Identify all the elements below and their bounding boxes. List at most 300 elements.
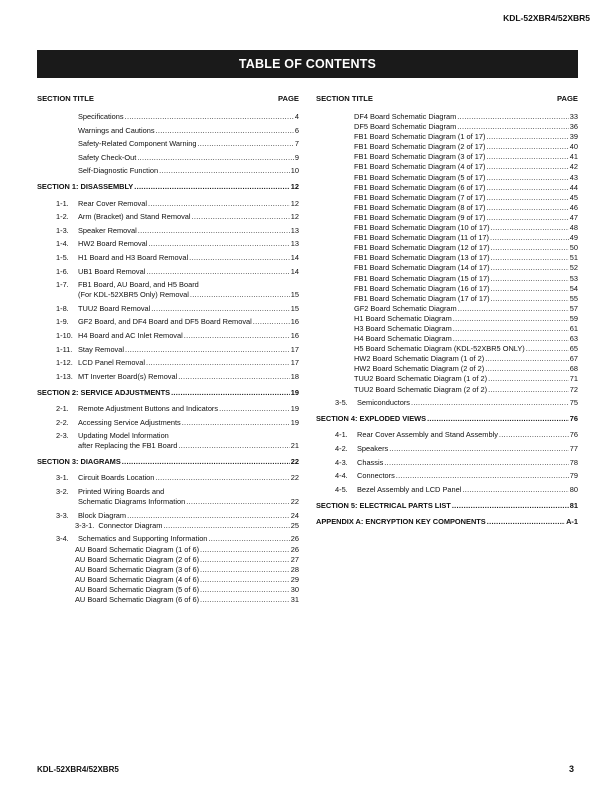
toc-entry-text bbox=[37, 388, 170, 398]
header-model: KDL-52XBR4/52XBR5 bbox=[503, 13, 590, 23]
toc-sub-entry bbox=[316, 334, 578, 344]
footer-page-number: 3 bbox=[568, 764, 574, 774]
leader-dots bbox=[490, 233, 569, 243]
toc-entry-title: Remote Adjustment Buttons and Indicators bbox=[78, 403, 219, 413]
toc-entry-title: H3 Board Schematic Diagram bbox=[354, 323, 452, 333]
leader-dots bbox=[200, 555, 290, 565]
toc-entry-text bbox=[75, 555, 199, 565]
toc-entry-text bbox=[354, 223, 490, 233]
toc-entry-text bbox=[56, 473, 154, 483]
leader-dots bbox=[200, 595, 290, 605]
toc-entry-title: H4 Board Schematic Diagram bbox=[354, 334, 452, 344]
toc-page-number: 22 bbox=[290, 457, 299, 467]
toc-page-number: 55 bbox=[569, 293, 578, 303]
toc-entry bbox=[37, 199, 299, 209]
toc-entry-text bbox=[56, 431, 169, 441]
toc-entry-number: 1-10. bbox=[56, 331, 73, 340]
toc-entry-text bbox=[316, 501, 451, 511]
toc-page-number: 21 bbox=[290, 441, 299, 451]
toc-page-number: 47 bbox=[569, 212, 578, 222]
toc-page-number: 54 bbox=[569, 283, 578, 293]
toc-entry-number: 1-3. bbox=[56, 225, 69, 235]
toc-entry-number: 1-7. bbox=[56, 280, 69, 290]
leader-dots bbox=[200, 585, 290, 595]
toc-entry-text bbox=[354, 243, 490, 253]
toc-sub-entry bbox=[316, 294, 578, 304]
toc-page-number: 10 bbox=[290, 166, 299, 176]
toc-entry-title: APPENDIX A: ENCRYPTION KEY COMPONENTS bbox=[316, 516, 486, 526]
toc-entry bbox=[37, 404, 299, 414]
toc-entry bbox=[37, 418, 299, 428]
toc-entry-title: Safety Check-Out bbox=[78, 152, 137, 162]
toc-entry bbox=[37, 153, 299, 163]
leader-dots bbox=[491, 294, 569, 304]
toc-entry-title: DF5 Board Schematic Diagram bbox=[354, 122, 457, 132]
toc-entry-title: Connector Diagram bbox=[98, 520, 163, 530]
toc-entry-text bbox=[335, 485, 461, 495]
column-header-section-title: SECTION TITLE bbox=[316, 94, 373, 103]
toc-entry-text bbox=[354, 364, 484, 374]
toc-entry-number: 2-1. bbox=[56, 403, 69, 413]
toc-page-number: 7 bbox=[294, 139, 299, 149]
toc-entry-title: Updating Model Information bbox=[78, 431, 169, 441]
toc-entry-title: TUU2 Board Schematic Diagram (1 of 2) bbox=[354, 374, 488, 384]
toc-page-number: 29 bbox=[290, 574, 299, 584]
toc-entry-number: 2-2. bbox=[56, 417, 69, 427]
toc-entry bbox=[316, 471, 578, 481]
toc-entry-title: Semiconductors bbox=[357, 398, 410, 408]
toc-entry-title: Safety-Related Component Warning bbox=[78, 139, 197, 149]
toc-section-heading bbox=[37, 182, 299, 192]
toc-entry-number: 1-8. bbox=[56, 303, 69, 313]
toc-sub-entry bbox=[37, 595, 299, 605]
toc-entry-text bbox=[75, 565, 199, 575]
toc-section-heading bbox=[37, 388, 299, 398]
toc-entry-text bbox=[316, 517, 486, 527]
toc-page-number: 18 bbox=[290, 371, 299, 381]
toc-entry-title: MT Inverter Board(s) Removal bbox=[78, 371, 178, 381]
leader-dots bbox=[156, 126, 294, 136]
page-title: TABLE OF CONTENTS bbox=[238, 57, 377, 71]
toc-entry-title: Speaker Removal bbox=[78, 225, 137, 235]
toc-sub-entry bbox=[37, 545, 299, 555]
toc-entry bbox=[37, 166, 299, 176]
toc-entry-title: SECTION 1: DISASSEMBLY bbox=[37, 182, 134, 192]
toc-entry-title: FB1 Board Schematic Diagram (5 of 17) bbox=[354, 172, 486, 182]
column-header-section-title: SECTION TITLE bbox=[37, 94, 94, 103]
toc-entry bbox=[37, 431, 299, 451]
toc-left-column bbox=[37, 94, 299, 605]
leader-dots bbox=[178, 441, 289, 451]
toc-entry-title: SECTION 4: EXPLODED VIEWS bbox=[316, 414, 427, 424]
toc-entry-text bbox=[354, 142, 485, 152]
toc-page-number: 12 bbox=[290, 198, 299, 208]
toc-entry-line bbox=[37, 290, 299, 300]
toc-entry-title: HW2 Board Removal bbox=[78, 239, 148, 249]
toc-page-number: 71 bbox=[569, 374, 578, 384]
toc-entry-title: SECTION 2: SERVICE ADJUSTMENTS bbox=[37, 387, 171, 397]
toc-entry bbox=[316, 444, 578, 454]
toc-entry-title: FB1 Board Schematic Diagram (8 of 17) bbox=[354, 202, 486, 212]
toc-page-number: 39 bbox=[569, 132, 578, 142]
toc-sub-entry bbox=[316, 142, 578, 152]
toc-page-number: A-1 bbox=[566, 516, 578, 526]
leader-dots bbox=[146, 358, 290, 368]
toc-entry-text bbox=[354, 193, 485, 203]
toc-page-number: 72 bbox=[569, 384, 578, 394]
toc-entry-number: 4-4. bbox=[335, 471, 348, 481]
column-header-page: PAGE bbox=[278, 94, 299, 103]
toc-sub-entry bbox=[316, 173, 578, 183]
toc-entry-title: FB1 Board Schematic Diagram (11 of 17) bbox=[354, 233, 490, 243]
toc-entry-title: FB1 Board Schematic Diagram (16 of 17) bbox=[354, 283, 490, 293]
toc-entry bbox=[37, 345, 299, 355]
toc-entry bbox=[37, 511, 299, 521]
toc-entry-title: LCD Panel Removal bbox=[78, 358, 145, 368]
leader-dots bbox=[526, 344, 569, 354]
leader-dots bbox=[186, 497, 290, 507]
toc-entry-title: FB1 Board Schematic Diagram (13 of 17) bbox=[354, 253, 490, 263]
toc-entry-text bbox=[56, 534, 207, 544]
toc-entry-text bbox=[335, 398, 410, 408]
toc-sub-entry bbox=[316, 152, 578, 162]
toc-entry-title: AU Board Schematic Diagram (2 of 6) bbox=[75, 554, 200, 564]
leader-dots bbox=[486, 203, 568, 213]
toc-entry-number: 4-2. bbox=[335, 443, 348, 453]
toc-sub-entry bbox=[316, 203, 578, 213]
toc-entry-number: 3-2. bbox=[56, 487, 69, 497]
toc-page-number: 27 bbox=[290, 554, 299, 564]
toc-right-column bbox=[316, 94, 578, 527]
leader-dots bbox=[488, 385, 569, 395]
leader-dots bbox=[219, 404, 290, 414]
toc-entry bbox=[37, 358, 299, 368]
leader-dots bbox=[184, 331, 290, 341]
toc-entry-text bbox=[354, 112, 456, 122]
toc-entry bbox=[37, 253, 299, 263]
toc-entry-title: FB1 Board Schematic Diagram (17 of 17) bbox=[354, 293, 490, 303]
toc-page-number: 76 bbox=[569, 430, 578, 440]
toc-entry-number: 1-11. bbox=[56, 344, 73, 354]
toc-page-number: 52 bbox=[569, 263, 578, 273]
toc-entry-text bbox=[354, 263, 490, 273]
toc-page-number: 45 bbox=[569, 192, 578, 202]
toc-entry-text bbox=[354, 334, 452, 344]
toc-entry-line bbox=[37, 497, 299, 507]
toc-entry-title: FB1 Board, AU Board, and H5 Board bbox=[78, 280, 199, 290]
toc-sub-entry bbox=[37, 575, 299, 585]
toc-entry-text bbox=[335, 430, 498, 440]
toc-entry-text bbox=[56, 487, 164, 497]
toc-section-heading bbox=[316, 414, 578, 424]
toc-page-number: 22 bbox=[290, 473, 299, 483]
toc-entry-title: HW2 Board Schematic Diagram (2 of 2) bbox=[354, 364, 485, 374]
toc-entry-title: FB1 Board Schematic Diagram (1 of 17) bbox=[354, 132, 486, 142]
toc-entry-title: Connectors bbox=[357, 471, 395, 481]
leader-dots bbox=[458, 304, 569, 314]
toc-page-number: 19 bbox=[290, 387, 299, 397]
toc-entry bbox=[37, 212, 299, 222]
toc-entry-text bbox=[75, 585, 199, 595]
toc-left-list bbox=[37, 112, 299, 605]
toc-entry-text bbox=[75, 595, 199, 605]
toc-entry-text bbox=[56, 317, 252, 327]
toc-entry-title: Chassis bbox=[357, 457, 384, 467]
toc-entry bbox=[37, 473, 299, 483]
toc-entry-text bbox=[354, 253, 490, 263]
toc-page-number: 17 bbox=[290, 344, 299, 354]
leader-dots bbox=[148, 199, 290, 209]
leader-dots bbox=[486, 213, 568, 223]
toc-entry-number: 1-12. bbox=[56, 358, 73, 368]
toc-page-number: 25 bbox=[290, 520, 299, 530]
leader-dots bbox=[171, 388, 290, 398]
toc-page-number: 41 bbox=[569, 152, 578, 162]
toc-sub-entry bbox=[316, 304, 578, 314]
toc-sub-entry bbox=[316, 364, 578, 374]
toc-sub-entry bbox=[316, 374, 578, 384]
leader-dots bbox=[486, 162, 568, 172]
toc-entry-text bbox=[335, 444, 388, 454]
toc-entry-title: HW2 Board Schematic Diagram (1 of 2) bbox=[354, 354, 485, 364]
toc-sub-entry bbox=[316, 233, 578, 243]
toc-entry-title: Accessing Service Adjustments bbox=[78, 417, 181, 427]
leader-dots bbox=[138, 226, 290, 236]
toc-entry-title: UB1 Board Removal bbox=[78, 266, 146, 276]
toc-page-number: 26 bbox=[290, 534, 299, 544]
toc-entry-text bbox=[354, 324, 452, 334]
toc-entry-title: Arm (Bracket) and Stand Removal bbox=[78, 212, 191, 222]
toc-entry-text bbox=[56, 280, 199, 290]
toc-sub-entry bbox=[316, 122, 578, 132]
toc-entry-text bbox=[56, 404, 218, 414]
toc-page-number: 26 bbox=[290, 544, 299, 554]
toc-page-number: 53 bbox=[569, 273, 578, 283]
toc-entry bbox=[37, 112, 299, 122]
toc-entry-title: Schematics and Supporting Information bbox=[78, 534, 208, 544]
toc-entry-number: 2-3. bbox=[56, 431, 69, 441]
toc-entry-title: FB1 Board Schematic Diagram (10 of 17) bbox=[354, 223, 490, 233]
toc-entry-title: Rear Cover Assembly and Stand Assembly bbox=[357, 430, 498, 440]
leader-dots bbox=[427, 414, 569, 424]
toc-page-number: 50 bbox=[569, 243, 578, 253]
leader-dots bbox=[491, 243, 569, 253]
toc-page-number: 31 bbox=[290, 594, 299, 604]
toc-entry-text bbox=[354, 122, 456, 132]
toc-entry-number: 3-1. bbox=[56, 473, 69, 483]
leader-dots bbox=[499, 430, 569, 440]
toc-sub-entry bbox=[316, 183, 578, 193]
toc-page-number: 14 bbox=[290, 266, 299, 276]
toc-entry-text bbox=[335, 471, 395, 481]
toc-entry-text bbox=[56, 226, 137, 236]
toc-page-number: 43 bbox=[569, 172, 578, 182]
toc-entry-text bbox=[354, 213, 485, 223]
leader-dots bbox=[486, 173, 568, 183]
toc-entry-title: AU Board Schematic Diagram (6 of 6) bbox=[75, 594, 200, 604]
toc-entry-line bbox=[37, 487, 299, 497]
toc-entry-number: 1-4. bbox=[56, 239, 69, 249]
footer-model: KDL-52XBR4/52XBR5 bbox=[37, 765, 119, 774]
leader-dots bbox=[411, 398, 569, 408]
toc-sub-entry bbox=[37, 585, 299, 595]
toc-entry-text bbox=[56, 212, 191, 222]
toc-page-number: 19 bbox=[290, 403, 299, 413]
toc-entry-text bbox=[354, 294, 490, 304]
toc-entry-text bbox=[37, 182, 133, 192]
toc-entry-title: H1 Board Schematic Diagram bbox=[354, 313, 452, 323]
toc-entry-title: FB1 Board Schematic Diagram (15 of 17) bbox=[354, 273, 490, 283]
toc-page-number: 44 bbox=[569, 182, 578, 192]
toc-entry-text bbox=[335, 458, 383, 468]
leader-dots bbox=[396, 471, 569, 481]
toc-entry-number: 1-5. bbox=[56, 252, 69, 262]
toc-entry-text bbox=[75, 521, 162, 531]
leader-dots bbox=[200, 575, 290, 585]
leader-dots bbox=[453, 314, 569, 324]
toc-entry-title: FB1 Board Schematic Diagram (7 of 17) bbox=[354, 192, 486, 202]
toc-page-number: 22 bbox=[290, 497, 299, 507]
toc-page-number: 40 bbox=[569, 142, 578, 152]
toc-page-number: 4 bbox=[294, 112, 299, 121]
toc-entry-number: 3-5. bbox=[335, 398, 348, 408]
toc-page-number: 57 bbox=[569, 303, 578, 313]
toc-entry-number: 3-4. bbox=[56, 534, 69, 544]
toc-entry-title: Warnings and Cautions bbox=[78, 125, 155, 135]
column-header bbox=[316, 94, 578, 103]
column-header-page: PAGE bbox=[557, 94, 578, 103]
toc-entry-title: FB1 Board Schematic Diagram (9 of 17) bbox=[354, 212, 486, 222]
toc-page-number: 16 bbox=[290, 317, 299, 327]
toc-page-number: 16 bbox=[290, 331, 299, 340]
column-header bbox=[37, 94, 299, 103]
toc-entry-title: GF2 Board Schematic Diagram bbox=[354, 303, 457, 313]
leader-dots bbox=[197, 139, 293, 149]
toc-entry-text bbox=[56, 239, 147, 249]
toc-sub-entry bbox=[316, 213, 578, 223]
toc-entry bbox=[37, 317, 299, 327]
toc-page-number: 59 bbox=[569, 313, 578, 323]
leader-dots bbox=[151, 304, 289, 314]
toc-section-heading bbox=[316, 501, 578, 511]
toc-entry-text bbox=[354, 162, 485, 172]
toc-entry-title-cont: after Replacing the FB1 Board bbox=[78, 441, 178, 451]
toc-entry-text bbox=[354, 314, 452, 324]
toc-section-heading bbox=[37, 457, 299, 467]
toc-entry-text bbox=[56, 345, 124, 355]
toc-entry-text bbox=[56, 331, 183, 341]
toc-page-number: 48 bbox=[569, 223, 578, 233]
toc-entry-text bbox=[354, 152, 485, 162]
leader-dots bbox=[453, 324, 569, 334]
toc-page-number: 28 bbox=[290, 564, 299, 574]
leader-dots bbox=[457, 112, 568, 122]
leader-dots bbox=[178, 372, 290, 382]
toc-page-number: 67 bbox=[569, 354, 578, 364]
leader-dots bbox=[485, 364, 569, 374]
toc-page-number: 33 bbox=[569, 112, 578, 121]
toc-entry-title: Bezel Assembly and LCD Panel bbox=[357, 484, 462, 494]
leader-dots bbox=[125, 345, 290, 355]
toc-sub-entry bbox=[316, 132, 578, 142]
toc-entry-text bbox=[56, 358, 145, 368]
toc-entry-number: 4-1. bbox=[335, 430, 348, 440]
leader-dots bbox=[253, 317, 290, 327]
toc-page-number: 9 bbox=[294, 152, 299, 162]
leader-dots bbox=[486, 152, 568, 162]
toc-entry-title: Speakers bbox=[357, 443, 389, 453]
toc-entry bbox=[316, 485, 578, 495]
leader-dots bbox=[122, 457, 290, 467]
leader-dots bbox=[491, 274, 569, 284]
toc-right-list bbox=[316, 112, 578, 527]
toc-entry-title: SECTION 3: DIAGRAMS bbox=[37, 457, 121, 467]
toc-entry-title: Printed Wiring Boards and bbox=[78, 487, 165, 497]
leader-dots bbox=[486, 183, 568, 193]
leader-dots bbox=[488, 374, 569, 384]
toc-entry bbox=[37, 267, 299, 277]
toc-entry-number: 1-1. bbox=[56, 198, 69, 208]
toc-page-number: 15 bbox=[290, 303, 299, 313]
toc-entry bbox=[37, 534, 299, 544]
toc-entry-title: AU Board Schematic Diagram (3 of 6) bbox=[75, 564, 200, 574]
toc-entry-title: H1 Board and H3 Board Removal bbox=[78, 252, 189, 262]
toc-entry-text bbox=[75, 575, 199, 585]
toc-entry-number: 1-6. bbox=[56, 266, 69, 276]
toc-sub-entry bbox=[316, 112, 578, 122]
toc-entry-title: H4 Board and AC Inlet Removal bbox=[78, 331, 183, 340]
leader-dots bbox=[146, 267, 289, 277]
leader-dots bbox=[192, 212, 290, 222]
toc-entry-text bbox=[354, 183, 485, 193]
toc-sub-entry bbox=[37, 521, 299, 531]
toc-sub-entry bbox=[316, 385, 578, 395]
toc-entry-text bbox=[56, 304, 150, 314]
toc-entry-number: 1-13. bbox=[56, 371, 73, 381]
toc-page-number: 19 bbox=[290, 417, 299, 427]
toc-page-number: 49 bbox=[569, 233, 578, 243]
toc-entry bbox=[37, 126, 299, 136]
toc-page-number: 61 bbox=[569, 323, 578, 333]
toc-page-number: 80 bbox=[569, 484, 578, 494]
toc-entry-title: FB1 Board Schematic Diagram (4 of 17) bbox=[354, 162, 486, 172]
toc-page-number: 68 bbox=[569, 364, 578, 374]
toc-entry-title: FB1 Board Schematic Diagram (6 of 17) bbox=[354, 182, 486, 192]
toc-entry bbox=[37, 331, 299, 341]
leader-dots bbox=[137, 153, 294, 163]
leader-dots bbox=[127, 511, 290, 521]
toc-section-heading bbox=[316, 517, 578, 527]
toc-sub-entry bbox=[316, 284, 578, 294]
toc-entry-title: Self-Diagnostic Function bbox=[78, 166, 159, 176]
toc-sub-entry bbox=[316, 253, 578, 263]
toc-entry bbox=[37, 239, 299, 249]
toc-entry-text bbox=[56, 267, 145, 277]
leader-dots bbox=[491, 253, 569, 263]
leader-dots bbox=[389, 444, 569, 454]
toc-page-number: 13 bbox=[290, 239, 299, 249]
toc-sub-entry bbox=[37, 565, 299, 575]
toc-page-number: 81 bbox=[569, 500, 578, 510]
leader-dots bbox=[134, 182, 290, 192]
toc-entry-title: AU Board Schematic Diagram (4 of 6) bbox=[75, 574, 200, 584]
toc-page-number: 36 bbox=[569, 122, 578, 132]
leader-dots bbox=[200, 565, 290, 575]
leader-dots bbox=[491, 223, 569, 233]
toc-entry-text bbox=[354, 344, 525, 354]
toc-entry-title: Stay Removal bbox=[78, 344, 125, 354]
leader-dots bbox=[159, 166, 290, 176]
